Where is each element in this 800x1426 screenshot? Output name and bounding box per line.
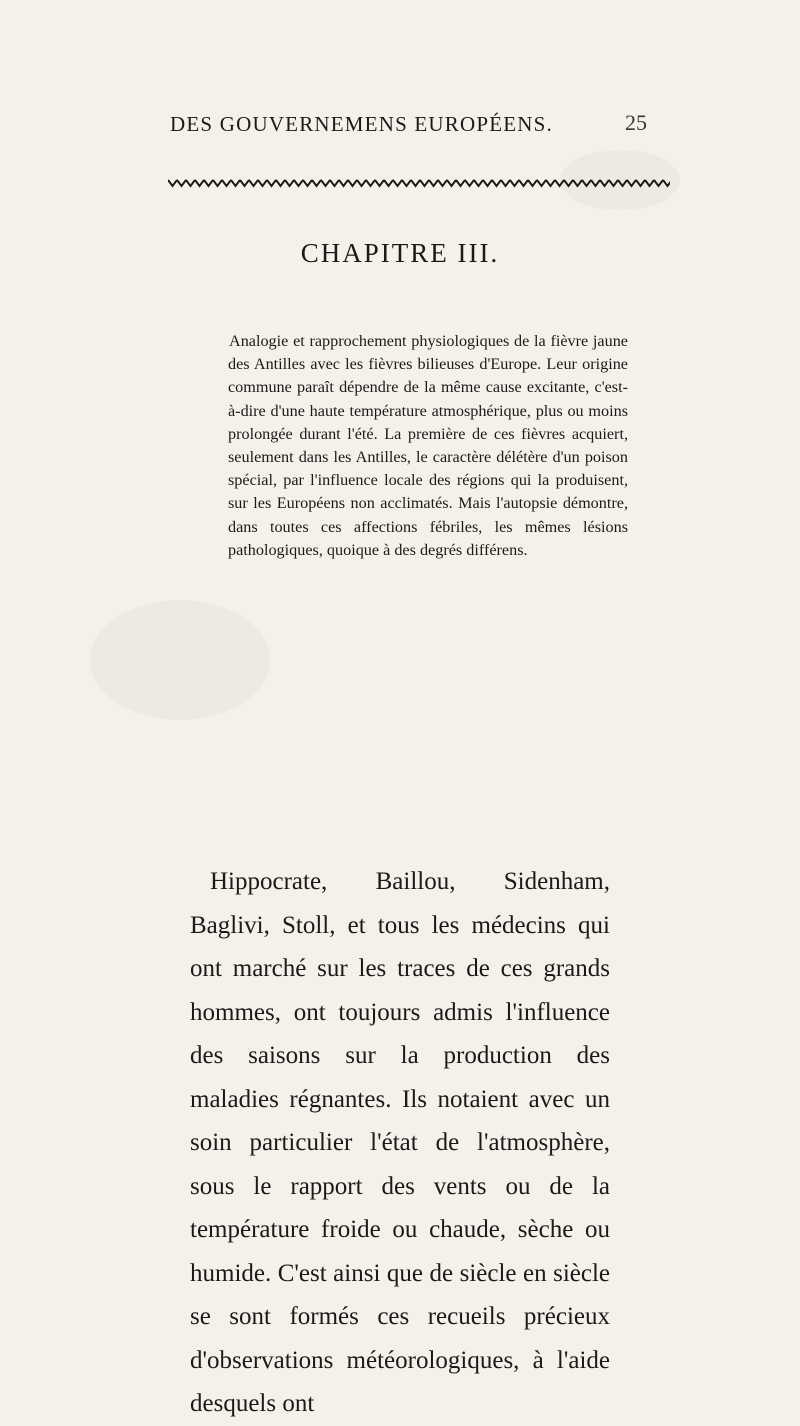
body-paragraph: Hippocrate, Baillou, Sidenham, Baglivi, Stoll, et tous les médecins qui ont marché sur les traces de ces grands hommes, ont toujours admis l'influence des saisons sur la production des maladies régnantes. Ils notaient avec un soin particulier l'état de l'atmosphère, sous le rapport des vents ou de la température froide ou chaude, sèche ou humide. C'est ainsi que de siècle en siècle se sont formés ces recueils précieux d'observations météorologiques, à l'aide desquels ont bbox=[190, 868, 610, 1417]
running-head: DES GOUVERNEMENS EUROPÉENS. bbox=[170, 112, 554, 136]
ornamental-rule bbox=[168, 176, 670, 190]
page-number: 25 bbox=[625, 110, 647, 135]
paper-stain bbox=[90, 600, 270, 720]
chapter-summary: Analogie et rapprochement physiologiques de la fièvre jaune des Antilles avec les fièvres bilieuses d'Europe. Leur origine commune paraît dépendre de la même cause excitante, c'est-à-dire d'une haute température atmosphérique, plus ou moins prolongée durant l'été. La première de ces fièvres acquiert, seulement dans les Antilles, le caractère délétère d'un poison spécial, par l'influence locale des régions qui la produisent, sur les Européens non acclimatés. Mais l'autopsie démontre, dans toutes ces affections fébriles, les mêmes lésions pathologiques, quoique à des degrés différens. bbox=[228, 332, 628, 559]
chapter-title: CHAPITRE III. bbox=[300, 238, 500, 268]
